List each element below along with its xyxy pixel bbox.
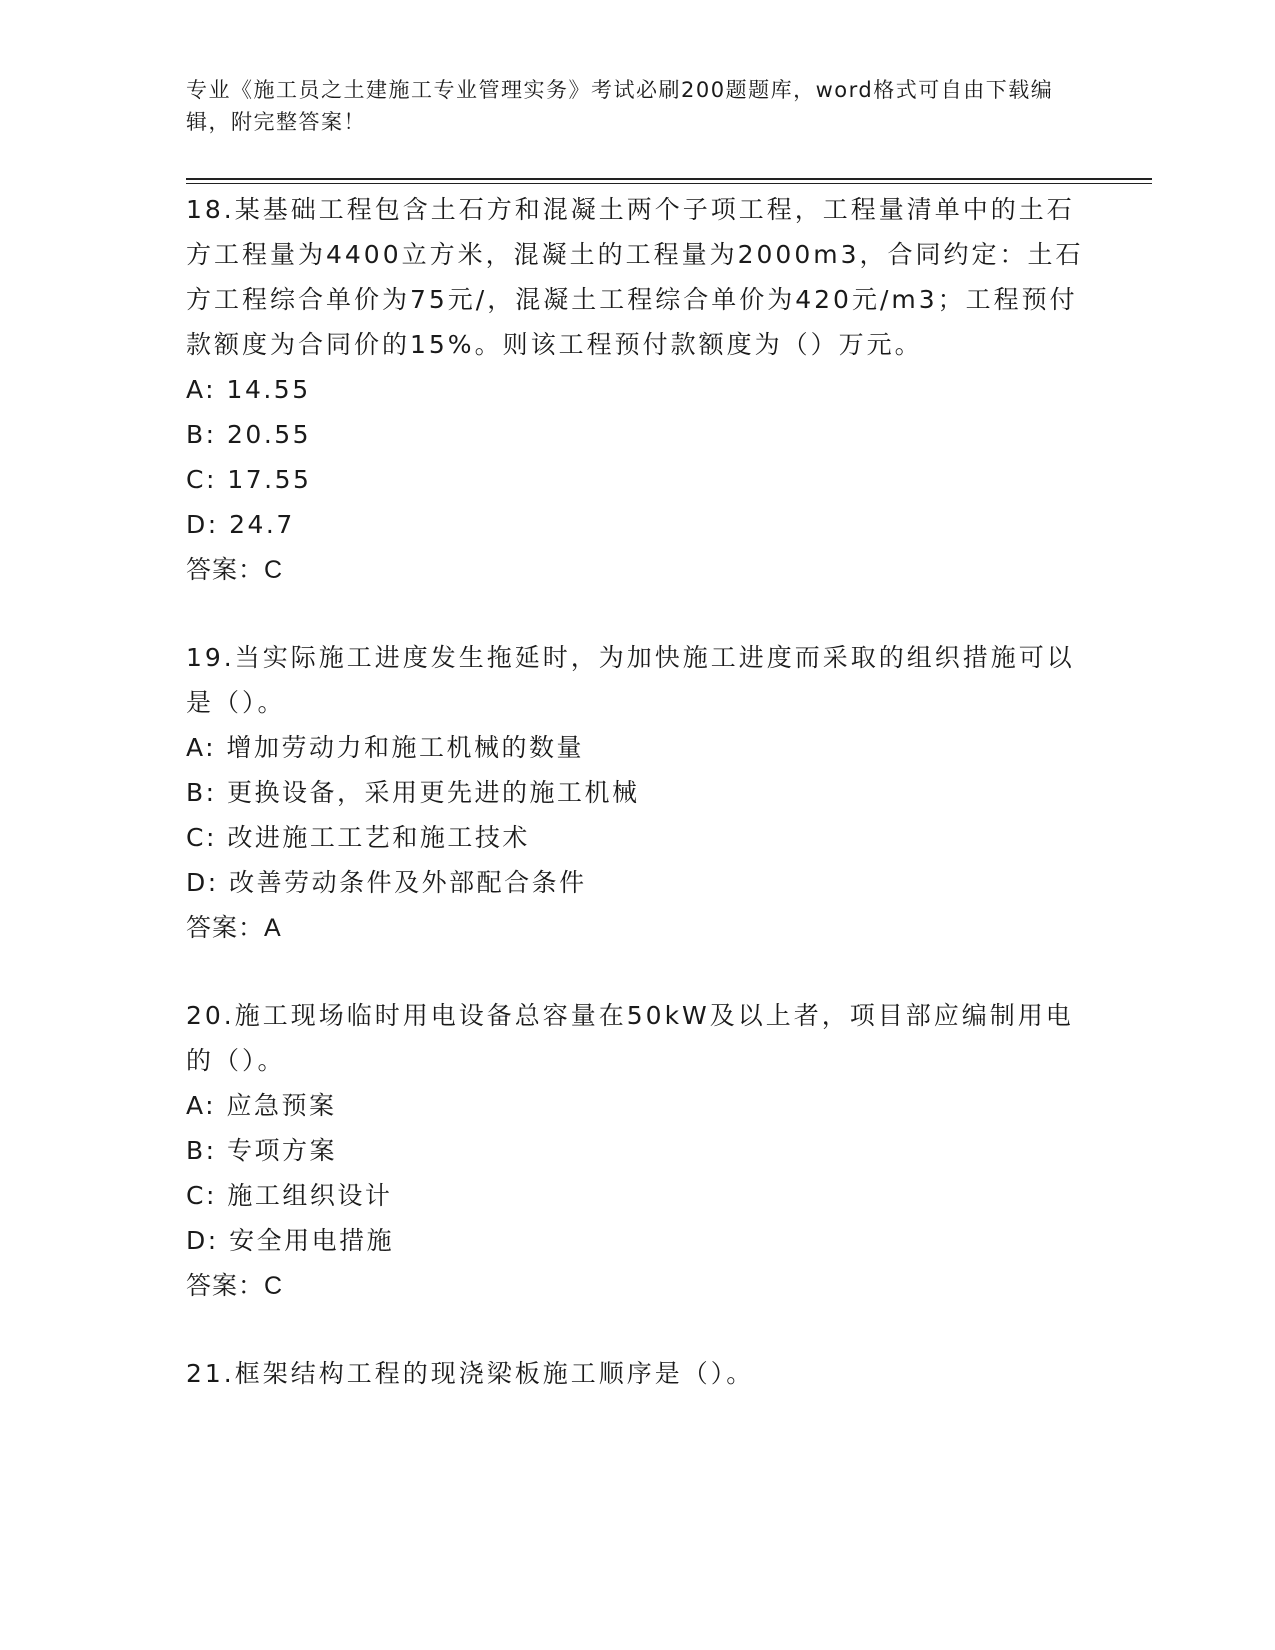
option-c: C: 改进施工工艺和施工技术 (186, 823, 530, 852)
option-c: C: 17.55 (186, 465, 312, 494)
option-a: A: 14.55 (186, 375, 311, 404)
document-header: 专业《施工员之土建施工专业管理实务》考试必刷200题题库，word格式可自由下载编辑，附完整答案！ (186, 78, 1054, 134)
option-d: D: 24.7 (186, 510, 295, 539)
question-stem: 18.某基础工程包含土石方和混凝土两个子项工程，工程量清单中的土石方工程量为4400立方米，混凝土的工程量为2000m3，合同约定：土石方工程综合单价为75元/，混凝土工程综合单价为420元/m3；工程预付款额度为合同价的15%。则该工程预付款额度为（）万元。 (186, 195, 1084, 359)
option-a: A: 应急预案 (186, 1091, 337, 1120)
question-19 (186, 635, 1086, 951)
question-list (186, 187, 1086, 1438)
header-divider-thick (186, 178, 1152, 180)
option-a: A: 增加劳动力和施工机械的数量 (186, 733, 585, 762)
header-divider-thin (186, 183, 1152, 184)
option-d: D: 安全用电措施 (186, 1226, 395, 1255)
option-b: B: 专项方案 (186, 1136, 338, 1165)
option-c: C: 施工组织设计 (186, 1181, 393, 1210)
question-stem: 21.框架结构工程的现浇梁板施工顺序是（）。 (186, 1359, 755, 1388)
answer-line: 答案：C (186, 556, 284, 584)
question-stem: 19.当实际施工进度发生拖延时，为加快施工进度而采取的组织措施可以是（）。 (186, 643, 1075, 717)
answer-line: 答案：A (186, 914, 282, 942)
option-b: B: 更换设备，采用更先进的施工机械 (186, 778, 640, 807)
question-20 (186, 993, 1086, 1309)
option-b: B: 20.55 (186, 420, 312, 449)
question-18 (186, 187, 1086, 593)
question-stem: 20.施工现场临时用电设备总容量在50kW及以上者，项目部应编制用电的（）。 (186, 1001, 1074, 1075)
question-21 (186, 1351, 1086, 1396)
option-d: D: 改善劳动条件及外部配合条件 (186, 868, 587, 897)
answer-line: 答案：C (186, 1272, 284, 1300)
